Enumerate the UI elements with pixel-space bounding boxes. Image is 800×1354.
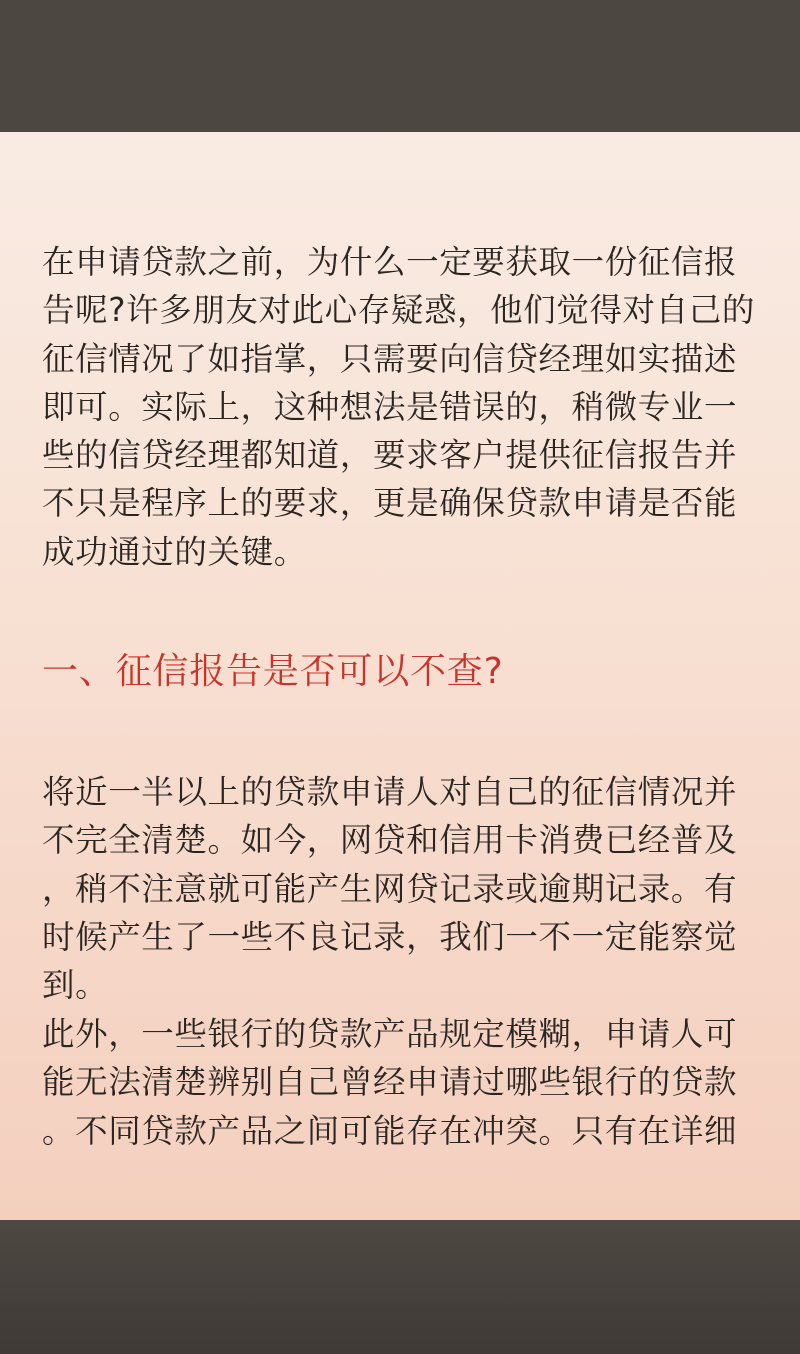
paragraph-line: 到。 — [42, 966, 109, 1005]
top-dark-band — [0, 0, 800, 132]
paragraph-line: 能无法清楚辨别自己曾经申请过哪些银行的贷款 — [42, 1063, 738, 1102]
intro-line: 征信情况了如指掌，只需要向信贷经理如实描述 — [42, 339, 738, 378]
intro-line: 告呢?许多朋友对此心存疑惑，他们觉得对自己的 — [42, 291, 755, 330]
paragraph-line: 此外，一些银行的贷款产品规定模糊，申请人可 — [42, 1015, 738, 1053]
paragraph-line: 。不同贷款产品之间可能存在冲突。只有在详细 — [42, 1111, 738, 1150]
intro-line: 在申请贷款之前，为什么一定要获取一份征信报 — [42, 243, 738, 281]
article-card — [0, 132, 800, 1220]
paragraph-line: 时候产生了一些不良记录，我们一不一定能察觉 — [42, 917, 738, 956]
paragraph-line: 不完全清楚。如今，网贷和信用卡消费已经普及 — [42, 821, 738, 860]
paragraph-line: ，稍不注意就可能产生网贷记录或逾期记录。有 — [42, 869, 738, 908]
intro-line: 成功通过的关键。 — [42, 532, 307, 571]
intro-paragraph — [42, 238, 762, 576]
intro-line: 些的信贷经理都知道，要求客户提供征信报告并 — [42, 436, 738, 475]
intro-line: 即可。实际上，这种想法是错误的，稍微专业一 — [42, 387, 738, 426]
section-paragraph-2 — [42, 1010, 762, 1155]
section-paragraph-1 — [42, 768, 762, 1009]
paragraph-line: 将近一半以上的贷款申请人对自己的征信情况并 — [42, 773, 738, 811]
section-heading: 一、征信报告是否可以不查? — [42, 651, 504, 692]
bottom-dark-band — [0, 1220, 800, 1354]
intro-line: 不只是程序上的要求，更是确保贷款申请是否能 — [42, 484, 738, 523]
